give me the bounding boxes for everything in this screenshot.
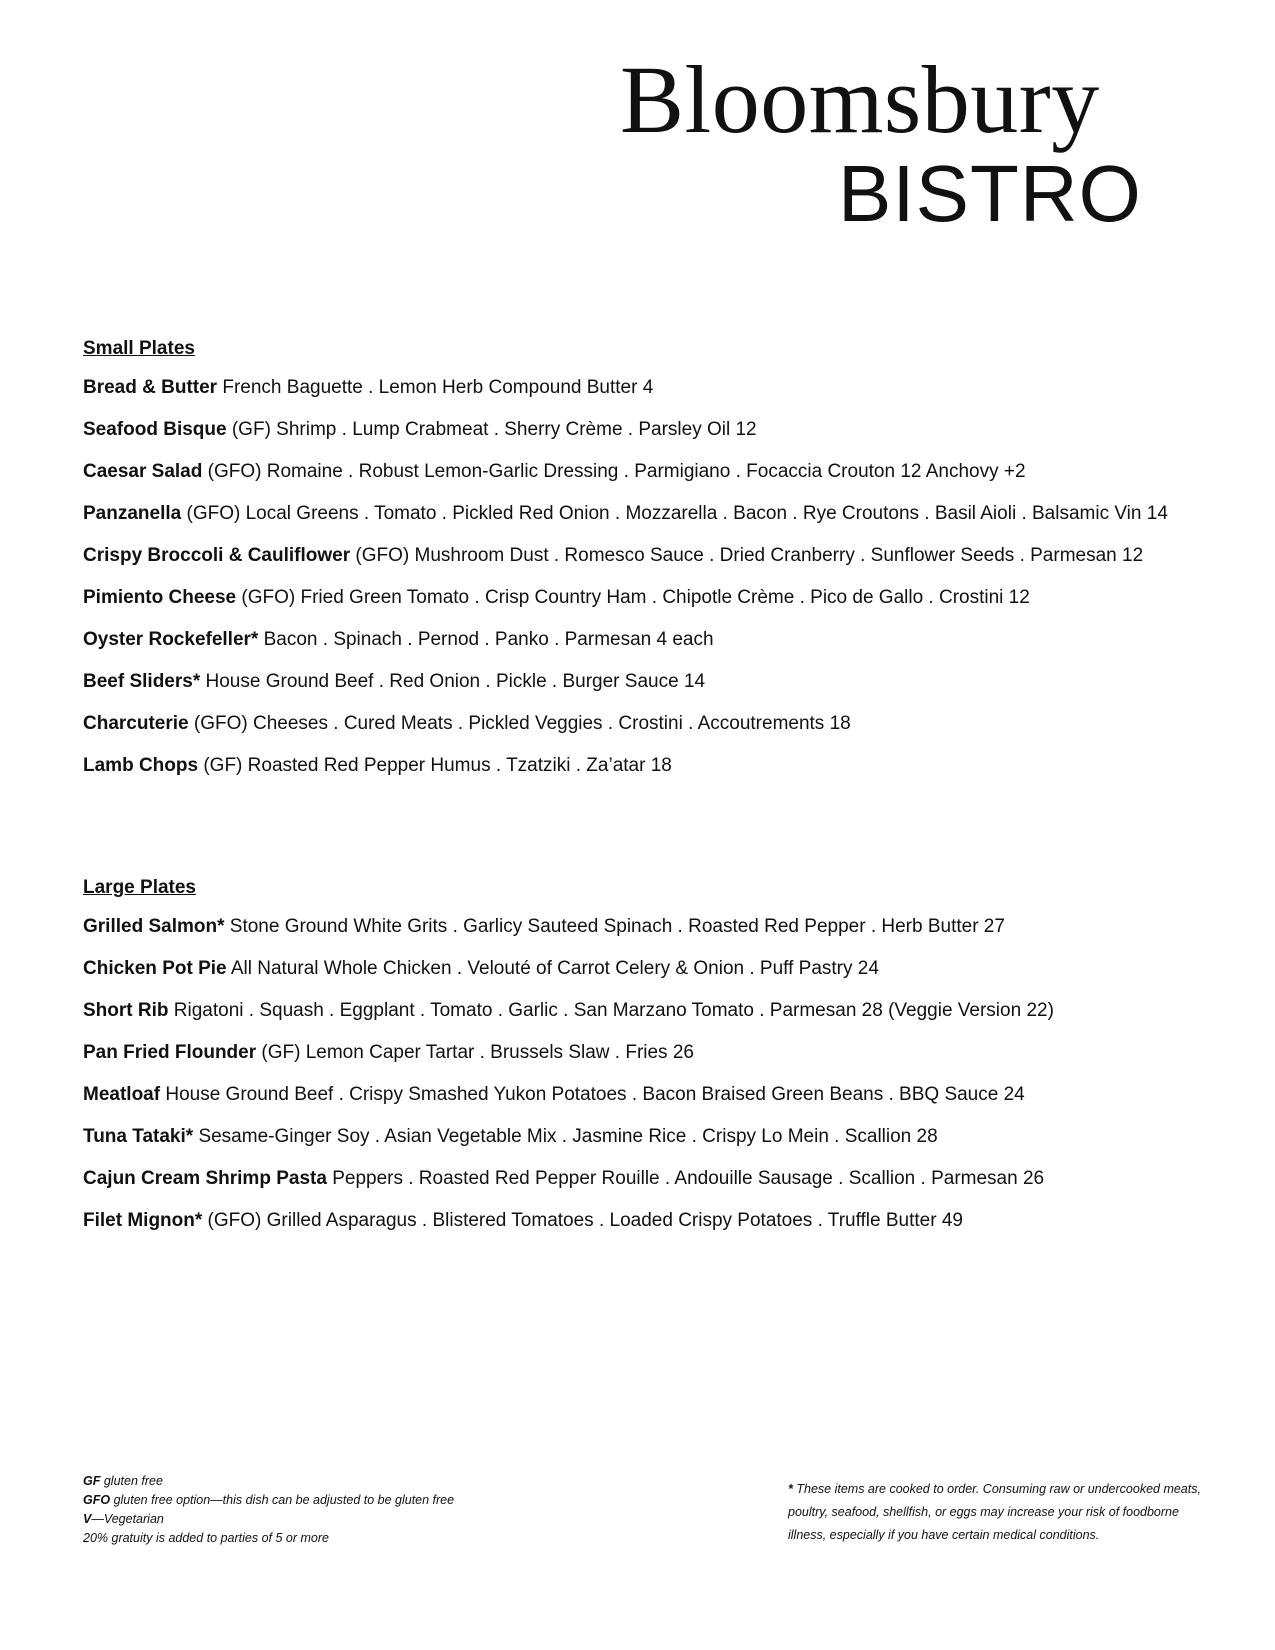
item-name: Grilled Salmon*	[83, 916, 225, 937]
menu-item	[83, 670, 1223, 712]
item-name: Short Rib	[83, 1000, 169, 1021]
item-description: (GF) Roasted Red Pepper Humus . Tzatziki . Za’atar 18	[203, 755, 672, 776]
item-description: All Natural Whole Chicken . Velouté of Carrot Celery & Onion . Puff Pastry 24	[230, 958, 879, 979]
item-description: (GF) Lemon Caper Tartar . Brussels Slaw . Fries 26	[261, 1042, 694, 1063]
dietary-legend	[83, 1472, 683, 1548]
logo-script-text: Bloomsbury	[620, 46, 1100, 153]
legend-v-abbr: V	[83, 1512, 92, 1526]
item-name: Meatloaf	[83, 1084, 161, 1105]
item-description: (GFO) Romaine . Robust Lemon-Garlic Dressing . Parmigiano . Focaccia Crouton 12 Anchovy +2	[207, 461, 1026, 482]
item-name: Oyster Rockefeller*	[83, 629, 259, 650]
item-description: (GFO) Cheeses . Cured Meats . Pickled Veggies . Crostini . Accoutrements 18	[193, 713, 851, 734]
legend-v-text: —Vegetarian	[91, 1512, 164, 1526]
menu-item	[83, 712, 1223, 754]
restaurant-logo	[620, 46, 1180, 238]
item-name: Cajun Cream Shrimp Pasta	[83, 1168, 327, 1189]
item-description: Rigatoni . Squash . Eggplant . Tomato . Garlic . San Marzano Tomato . Parmesan 28 (Veggie Version 22)	[173, 1000, 1054, 1021]
legend-line-v	[83, 1510, 683, 1529]
menu-item	[83, 915, 1223, 957]
menu-item	[83, 502, 1223, 544]
item-description: (GFO) Fried Green Tomato . Crisp Country Ham . Chipotle Crème . Pico de Gallo . Crostini 12	[241, 587, 1030, 608]
item-name: Bread & Butter	[83, 377, 218, 398]
item-name: Filet Mignon*	[83, 1210, 203, 1231]
item-description: Peppers . Roasted Red Pepper Rouille . Andouille Sausage . Scallion . Parmesan 26	[332, 1168, 1045, 1189]
large-plates-list	[83, 915, 1223, 1251]
item-description: (GFO) Mushroom Dust . Romesco Sauce . Dried Cranberry . Sunflower Seeds . Parmesan 12	[355, 545, 1144, 566]
item-description: (GFO) Grilled Asparagus . Blistered Tomatoes . Loaded Crispy Potatoes . Truffle Butter 49	[207, 1210, 963, 1231]
item-description: House Ground Beef . Crispy Smashed Yukon Potatoes . Bacon Braised Green Beans . BBQ Sauce 24	[165, 1084, 1025, 1105]
item-description: Sesame-Ginger Soy . Asian Vegetable Mix . Jasmine Rice . Crispy Lo Mein . Scallion 28	[198, 1126, 938, 1147]
menu-item	[83, 1083, 1223, 1125]
menu-item	[83, 1041, 1223, 1083]
large-plates-section	[83, 877, 1223, 1251]
item-name: Pan Fried Flounder	[83, 1042, 257, 1063]
menu-item	[83, 544, 1223, 586]
menu-item	[83, 460, 1223, 502]
menu-item	[83, 1167, 1223, 1209]
legend-gf-text: gluten free	[103, 1474, 163, 1488]
legend-gfo-abbr: GFO	[83, 1493, 111, 1507]
menu-item	[83, 957, 1223, 999]
item-name: Lamb Chops	[83, 755, 199, 776]
item-description: French Baguette . Lemon Herb Compound Butter 4	[222, 377, 654, 398]
menu-item	[83, 1125, 1223, 1167]
small-plates-section	[83, 338, 1223, 796]
menu-item	[83, 628, 1223, 670]
legend-line-gfo	[83, 1491, 683, 1510]
item-name: Panzanella	[83, 503, 182, 524]
item-name: Beef Sliders*	[83, 671, 201, 692]
legend-line-gf	[83, 1472, 683, 1491]
menu-item	[83, 1209, 1223, 1251]
item-description: Stone Ground White Grits . Garlicy Sauteed Spinach . Roasted Red Pepper . Herb Butter 27	[229, 916, 1005, 937]
item-name: Caesar Salad	[83, 461, 203, 482]
legend-gf-abbr: GF	[83, 1474, 101, 1488]
legend-gfo-text: gluten free option—this dish can be adjusted to be gluten free	[113, 1493, 455, 1507]
item-name: Chicken Pot Pie	[83, 958, 227, 979]
large-plates-title: Large Plates	[83, 877, 196, 898]
advisory-text: These items are cooked to order. Consuming raw or undercooked meats, poultry, seafood, shellfish, or eggs may increase your risk of foodborne illness, especially if you have certain medical conditions.	[788, 1482, 1201, 1542]
item-name: Charcuterie	[83, 713, 189, 734]
advisory-star: *	[788, 1482, 793, 1496]
consumer-advisory	[788, 1478, 1208, 1547]
item-description: (GF) Shrimp . Lump Crabmeat . Sherry Crème . Parsley Oil 12	[231, 419, 757, 440]
item-name: Tuna Tataki*	[83, 1126, 194, 1147]
menu-item	[83, 376, 1223, 418]
small-plates-title: Small Plates	[83, 338, 195, 359]
item-name: Seafood Bisque	[83, 419, 227, 440]
menu-item	[83, 999, 1223, 1041]
item-name: Crispy Broccoli & Cauliflower	[83, 545, 351, 566]
small-plates-list	[83, 376, 1223, 796]
menu-item	[83, 418, 1223, 460]
item-description: (GFO) Local Greens . Tomato . Pickled Red Onion . Mozzarella . Bacon . Rye Croutons . Basil Aioli . Balsamic Vin 14	[186, 503, 1168, 524]
item-description: Bacon . Spinach . Pernod . Panko . Parmesan 4 each	[263, 629, 714, 650]
menu-item	[83, 586, 1223, 628]
legend-gratuity: 20% gratuity is added to parties of 5 or more	[83, 1531, 329, 1545]
item-name: Pimiento Cheese	[83, 587, 237, 608]
logo-caps-text: BISTRO	[838, 149, 1142, 238]
menu-item	[83, 754, 1223, 796]
item-description: House Ground Beef . Red Onion . Pickle . Burger Sauce 14	[205, 671, 706, 692]
